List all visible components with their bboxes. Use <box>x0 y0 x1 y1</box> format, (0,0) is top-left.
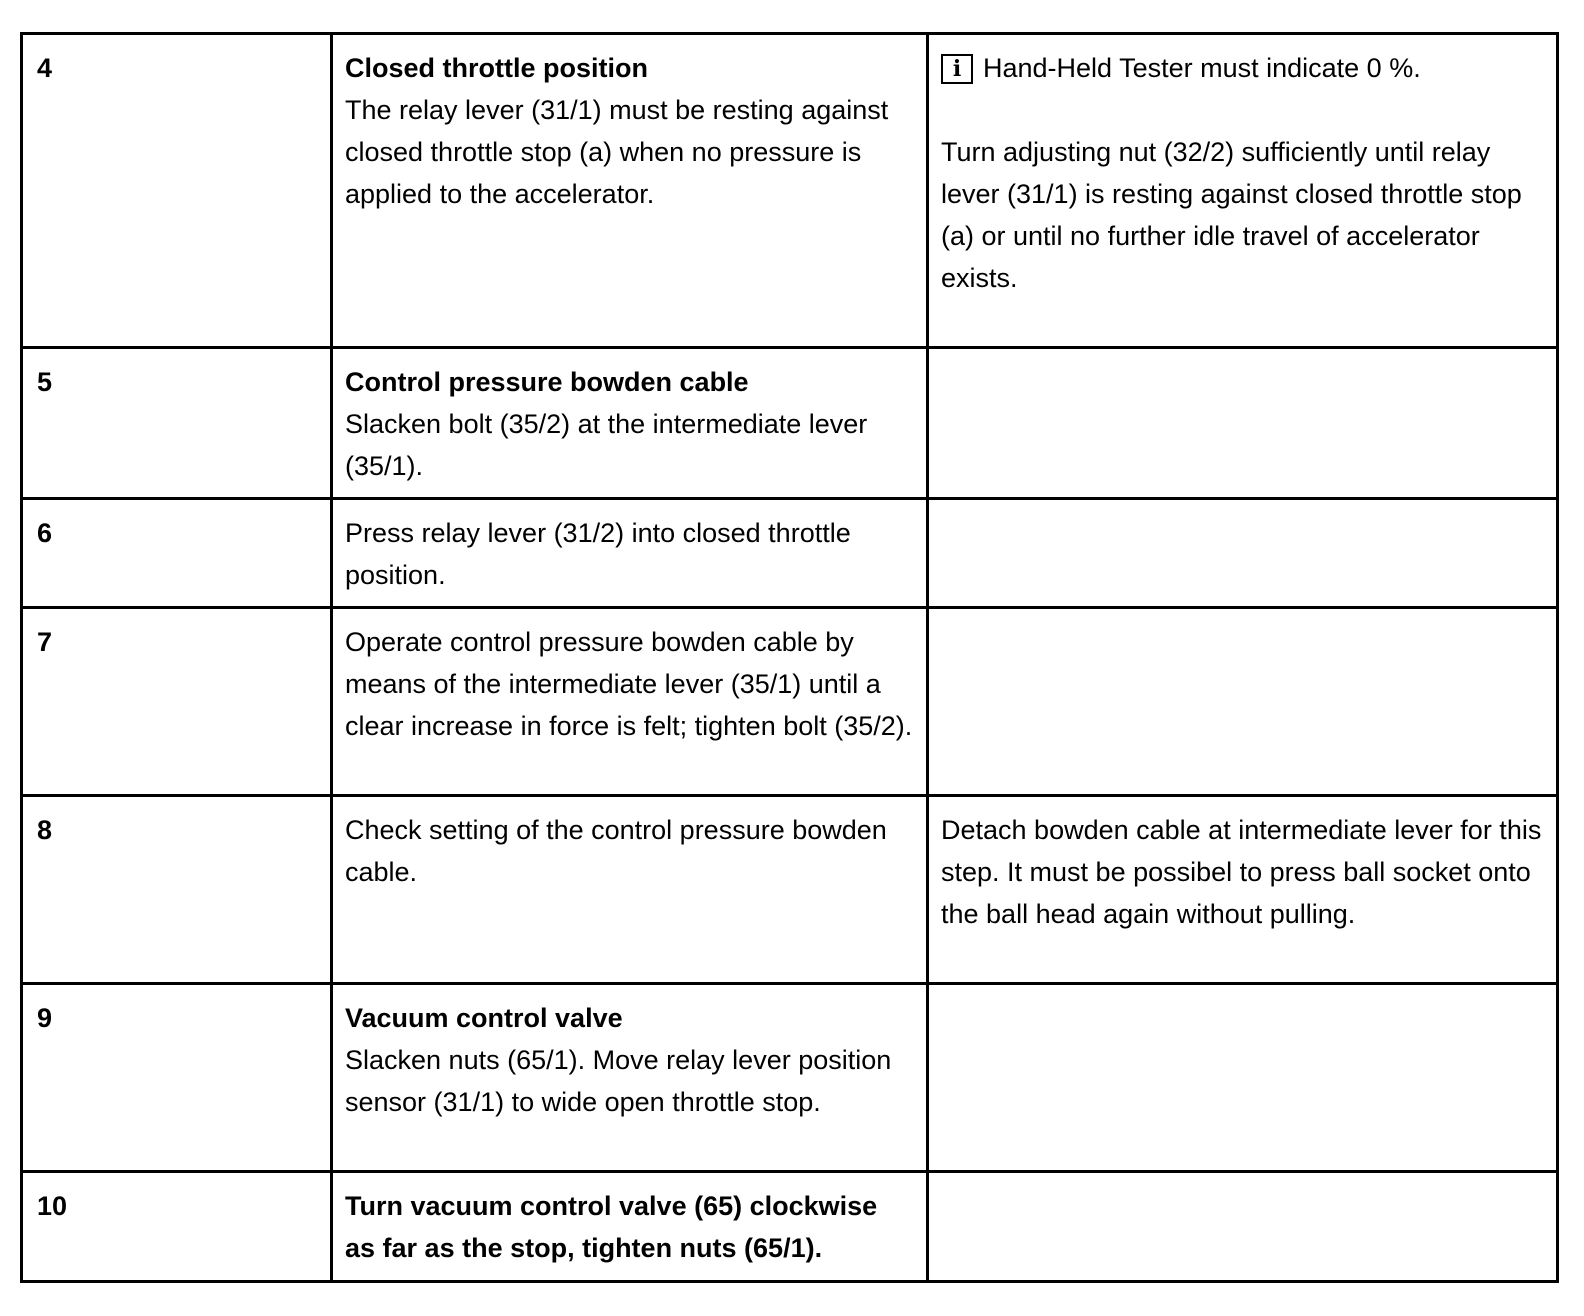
step-number: 4 <box>22 34 332 348</box>
table-row <box>22 1172 1558 1282</box>
step-number: 8 <box>22 796 332 984</box>
note-cell <box>928 34 1558 348</box>
action-cell <box>332 608 928 796</box>
note-cell <box>928 348 1558 499</box>
action-title: Closed throttle position <box>345 53 648 83</box>
note-cell <box>928 608 1558 796</box>
action-cell <box>332 348 928 499</box>
procedure-table <box>20 32 1559 1283</box>
action-cell <box>332 499 928 608</box>
action-cell <box>332 34 928 348</box>
action-cell <box>332 1172 928 1282</box>
note-cell <box>928 1172 1558 1282</box>
action-text: The relay lever (31/1) must be resting against closed throttle stop (a) when no pressure is applied to the accelerator. <box>345 95 889 209</box>
note-cell <box>928 984 1558 1172</box>
step-number: 7 <box>22 608 332 796</box>
step-number: 9 <box>22 984 332 1172</box>
action-title: Vacuum control valve <box>345 1003 623 1033</box>
action-text: Operate control pressure bowden cable by means of the intermediate lever (35/1) until a clear increase in force is felt; tighten bolt (35/2). <box>345 627 913 741</box>
table-row <box>22 796 1558 984</box>
action-text: Check setting of the control pressure bowden cable. <box>345 815 887 887</box>
table-row <box>22 34 1558 348</box>
action-text: Turn vacuum control valve (65) clockwise as far as the stop, tighten nuts (65/1). <box>345 1191 878 1263</box>
action-cell <box>332 796 928 984</box>
step-number: 10 <box>22 1172 332 1282</box>
table-row <box>22 608 1558 796</box>
note-text: Turn adjusting nut (32/2) sufficiently until relay lever (31/1) is resting against closed throttle stop (a) or until no further idle travel of accelerator exists. <box>941 137 1522 293</box>
table-row <box>22 348 1558 499</box>
action-text: Press relay lever (31/2) into closed throttle position. <box>345 518 851 590</box>
info-icon: i <box>941 54 973 84</box>
table-row <box>22 984 1558 1172</box>
action-title: Control pressure bowden cable <box>345 367 749 397</box>
note-cell <box>928 796 1558 984</box>
step-number: 6 <box>22 499 332 608</box>
action-cell <box>332 984 928 1172</box>
action-text: Slacken nuts (65/1). Move relay lever position sensor (31/1) to wide open throttle stop. <box>345 1045 892 1117</box>
step-number: 5 <box>22 348 332 499</box>
table-row <box>22 499 1558 608</box>
note-text: Hand-Held Tester must indicate 0 %. <box>983 53 1421 83</box>
note-text: Detach bowden cable at intermediate lever for this step. It must be possibel to press ball socket onto the ball head again without pulling. <box>941 815 1542 929</box>
note-cell <box>928 499 1558 608</box>
action-text: Slacken bolt (35/2) at the intermediate lever (35/1). <box>345 409 868 481</box>
